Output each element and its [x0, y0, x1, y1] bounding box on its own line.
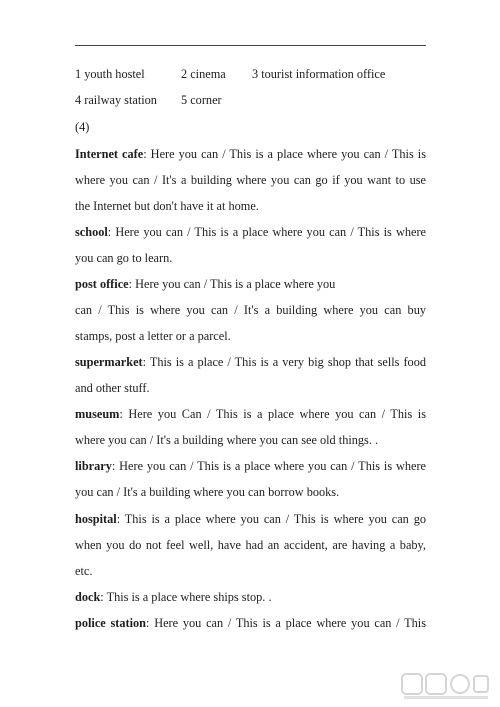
internet-cafe-line-1: [75, 146, 426, 162]
hospital-line-3: etc.: [75, 564, 93, 578]
supermarket-line-1: [75, 354, 426, 370]
museum-line-1: [75, 406, 426, 422]
hospital-line-2: when you do not feel well, have had an accident, are having a baby,: [75, 538, 426, 552]
supermarket-term: supermarket: [75, 355, 143, 369]
museum-line-2: where you can / It's a building where you can see old things. .: [75, 433, 379, 447]
library-line-1: [75, 458, 426, 474]
dock-text-1: : This is a place where ships stop. .: [100, 590, 272, 604]
internet-cafe-line-2: where you can / It's a building where you can go if you want to use: [75, 173, 426, 187]
library-line-2: you can / It's a building where you can borrow books.: [75, 485, 340, 499]
dock-line-1: [75, 589, 426, 605]
school-line-2: you can go to learn.: [75, 251, 173, 265]
answer-1: 1 youth hostel: [75, 67, 145, 81]
internet-cafe-line-3: the Internet but don't have it at home.: [75, 199, 259, 213]
library-term: library: [75, 459, 112, 473]
hospital-term: hospital: [75, 512, 117, 526]
answer-5: 5 corner: [181, 93, 222, 107]
post-office-text-1: : Here you can / This is a place where you: [128, 277, 336, 291]
police-station-text-1: : Here you can / This is a place where you can / This: [146, 616, 426, 630]
post-office-line-1: [75, 276, 426, 292]
police-station-term: police station: [75, 616, 147, 630]
internet-cafe-term: Internet cafe: [75, 147, 144, 161]
header-rule: [75, 45, 426, 46]
post-office-line-3: stamps, post a letter or a parcel.: [75, 329, 231, 343]
school-line-1: [75, 224, 426, 240]
dock-term: dock: [75, 590, 101, 604]
watermark-logo-icon: [400, 671, 492, 701]
library-text-1: : Here you can / This is a place where you can / This is where: [111, 459, 426, 473]
supermarket-text-1: : This is a place / This is a very big shop that sells food: [142, 355, 426, 369]
answer-4: 4 railway station: [75, 93, 157, 107]
hospital-text-1: : This is a place where you can / This is where you can go: [116, 512, 426, 526]
museum-term: museum: [75, 407, 120, 421]
post-office-term: post office: [75, 277, 129, 291]
school-term: school: [75, 225, 108, 239]
post-office-line-2: can / This is where you can / It's a building where you can buy: [75, 303, 426, 317]
museum-text-1: : Here you Can / This is a place where you can / This is: [119, 407, 426, 421]
section-label: (4): [75, 120, 90, 134]
hospital-line-1: [75, 511, 426, 527]
answer-3: 3 tourist information office: [252, 67, 386, 81]
supermarket-line-2: and other stuff.: [75, 381, 150, 395]
school-text-1: : Here you can / This is a place where you can / This is where: [107, 225, 426, 239]
answer-2: 2 cinema: [181, 67, 226, 81]
police-station-line-1: [75, 615, 426, 631]
internet-cafe-text-1: : Here you can / This is a place where you can / This is: [143, 147, 426, 161]
